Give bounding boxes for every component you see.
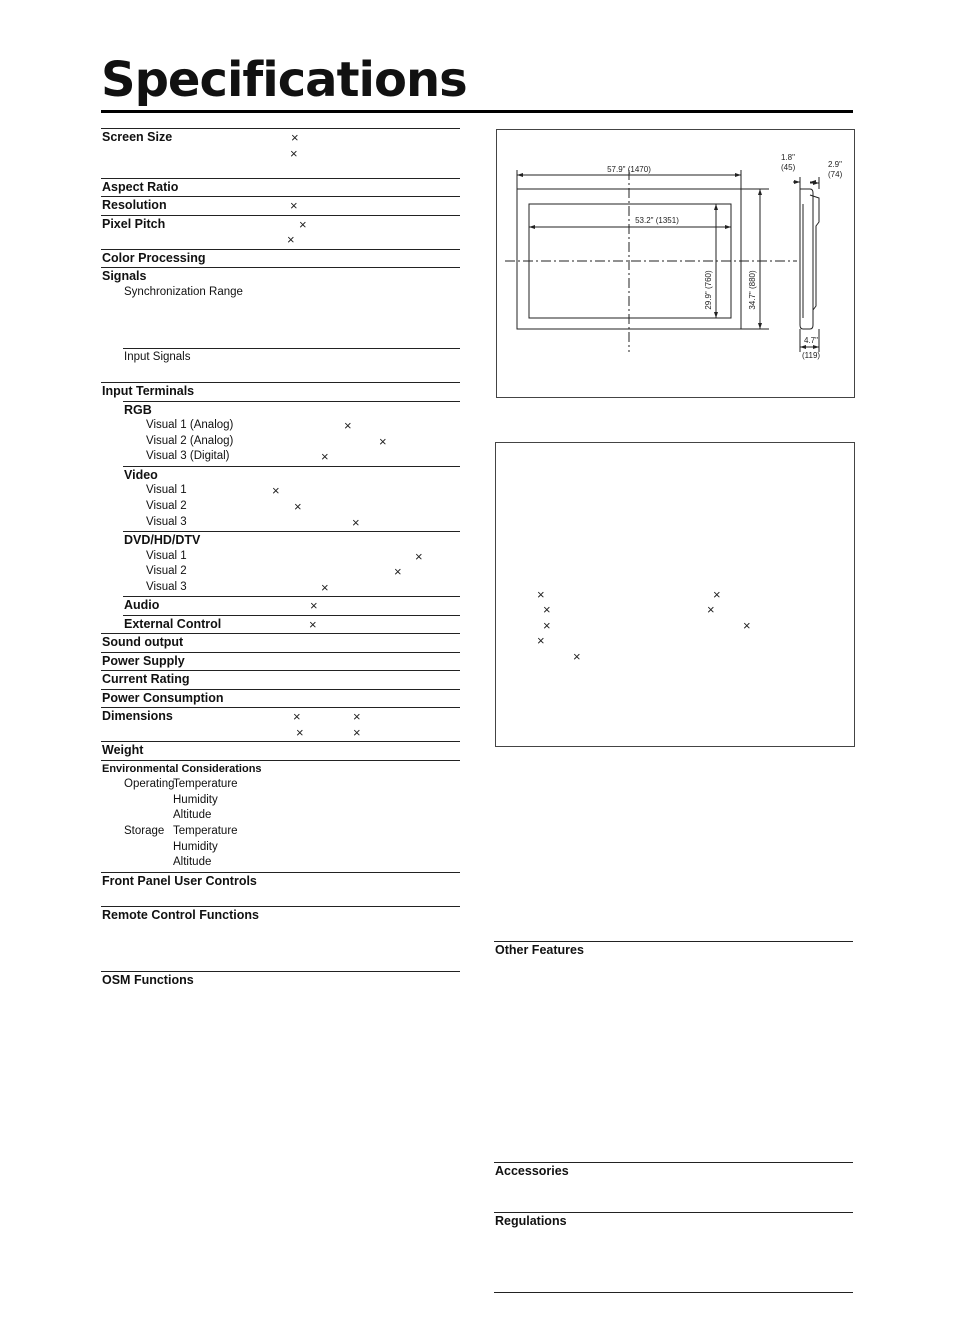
divider (101, 741, 460, 742)
times-symbol: × (290, 198, 298, 213)
label-depth-base: 4.7" (804, 336, 818, 345)
divider (101, 760, 460, 761)
label-video-visual2: Visual 2 (146, 500, 187, 512)
dimension-diagram (497, 130, 854, 397)
divider (494, 1292, 853, 1293)
divider (494, 941, 853, 942)
divider (101, 906, 460, 907)
times-symbol: × (310, 598, 318, 613)
label-depth-top-mm: (45) (781, 163, 796, 172)
times-symbol: × (293, 709, 301, 724)
times-symbol: × (353, 725, 361, 740)
label-dimensions: Dimensions (102, 709, 173, 723)
label-audio: Audio (124, 598, 160, 612)
label-resolution: Resolution (102, 198, 167, 212)
label-operating-temperature: Temperature (173, 778, 238, 790)
label-depth-base-mm: (119) (802, 351, 821, 360)
label-width-inner: 53.2" (1351) (635, 216, 679, 225)
divider (494, 1212, 853, 1213)
times-symbol: × (537, 633, 545, 648)
label-signals: Signals (102, 269, 147, 283)
label-front-panel: Front Panel User Controls (102, 874, 257, 888)
divider (101, 178, 460, 179)
times-symbol: × (321, 449, 329, 464)
label-storage-humidity: Humidity (173, 841, 218, 853)
divider (101, 707, 460, 708)
times-symbol: × (272, 483, 280, 498)
times-symbol: × (353, 709, 361, 724)
times-symbol: × (379, 434, 387, 449)
label-dvd: DVD/HD/DTV (124, 533, 201, 547)
label-power-consumption: Power Consumption (102, 691, 224, 705)
label-environmental: Environmental Considerations (102, 763, 262, 775)
divider (101, 652, 460, 653)
label-dvd-visual1: Visual 1 (146, 550, 187, 562)
divider (123, 596, 460, 597)
divider (123, 466, 460, 467)
label-pixel-pitch: Pixel Pitch (102, 217, 166, 231)
label-dvd-visual2: Visual 2 (146, 565, 187, 577)
divider (123, 615, 460, 616)
label-height-outer: 34.7" (880) (748, 270, 757, 310)
label-width-outer: 57.9" (1470) (607, 165, 651, 174)
title-rule (101, 110, 853, 113)
times-symbol: × (713, 587, 721, 602)
times-symbol: × (743, 618, 751, 633)
label-rgb: RGB (124, 403, 152, 417)
label-sound-output: Sound output (102, 635, 184, 649)
label-power-supply: Power Supply (102, 654, 185, 668)
dimension-diagram-box (496, 129, 855, 398)
label-current-rating: Current Rating (102, 672, 190, 686)
times-symbol: × (299, 217, 307, 232)
label-operating-humidity: Humidity (173, 794, 218, 806)
divider (101, 971, 460, 972)
times-symbol: × (415, 549, 423, 564)
label-accessories: Accessories (495, 1164, 569, 1178)
divider (101, 215, 460, 216)
divider (101, 382, 460, 383)
times-symbol: × (287, 232, 295, 247)
times-symbol: × (344, 418, 352, 433)
label-video-visual3: Visual 3 (146, 516, 187, 528)
label-height-inner: 29.9" (760) (704, 270, 713, 310)
divider (101, 249, 460, 250)
divider (101, 128, 460, 129)
label-storage-altitude: Altitude (173, 856, 212, 868)
divider (123, 348, 460, 349)
divider (101, 670, 460, 671)
label-weight: Weight (102, 743, 144, 757)
label-depth-top: 1.8" (781, 153, 795, 162)
times-symbol: × (543, 602, 551, 617)
label-operating: Operating (124, 778, 175, 790)
label-rgb-visual1: Visual 1 (Analog) (146, 419, 234, 431)
divider (101, 689, 460, 690)
times-symbol: × (537, 587, 545, 602)
label-depth-stand: 2.9" (828, 160, 842, 169)
label-storage: Storage (124, 825, 165, 837)
divider (494, 1162, 853, 1163)
times-symbol: × (352, 515, 360, 530)
times-symbol: × (309, 617, 317, 632)
label-video-visual1: Visual 1 (146, 484, 187, 496)
label-dvd-visual3: Visual 3 (146, 581, 187, 593)
divider (123, 401, 460, 402)
times-symbol: × (543, 618, 551, 633)
times-symbol: × (321, 580, 329, 595)
times-symbol: × (707, 602, 715, 617)
label-color-processing: Color Processing (102, 251, 206, 265)
label-rgb-visual2: Visual 2 (Analog) (146, 435, 234, 447)
divider (123, 531, 460, 532)
divider (101, 633, 460, 634)
label-storage-temperature: Temperature (173, 825, 238, 837)
times-symbol: × (294, 499, 302, 514)
times-symbol: × (573, 649, 581, 664)
table-box (495, 442, 855, 747)
label-screen-size: Screen Size (102, 130, 173, 144)
times-symbol: × (394, 564, 402, 579)
label-input-terminals: Input Terminals (102, 384, 195, 398)
label-osm-functions: OSM Functions (102, 973, 194, 987)
divider (101, 267, 460, 268)
label-aspect-ratio: Aspect Ratio (102, 180, 179, 194)
label-depth-stand-mm: (74) (828, 170, 843, 179)
label-remote-control: Remote Control Functions (102, 908, 259, 922)
divider (101, 196, 460, 197)
label-external-control: External Control (124, 617, 222, 631)
label-rgb-visual3: Visual 3 (Digital) (146, 450, 230, 462)
divider (101, 872, 460, 873)
label-sync-range: Synchronization Range (124, 286, 243, 298)
label-operating-altitude: Altitude (173, 809, 212, 821)
times-symbol: × (296, 725, 304, 740)
times-symbol: × (291, 130, 299, 145)
label-input-signals: Input Signals (124, 351, 191, 363)
times-symbol: × (290, 146, 298, 161)
page-title: Specifications (101, 52, 467, 108)
label-regulations: Regulations (495, 1214, 567, 1228)
label-video: Video (124, 468, 158, 482)
label-other-features: Other Features (495, 943, 584, 957)
